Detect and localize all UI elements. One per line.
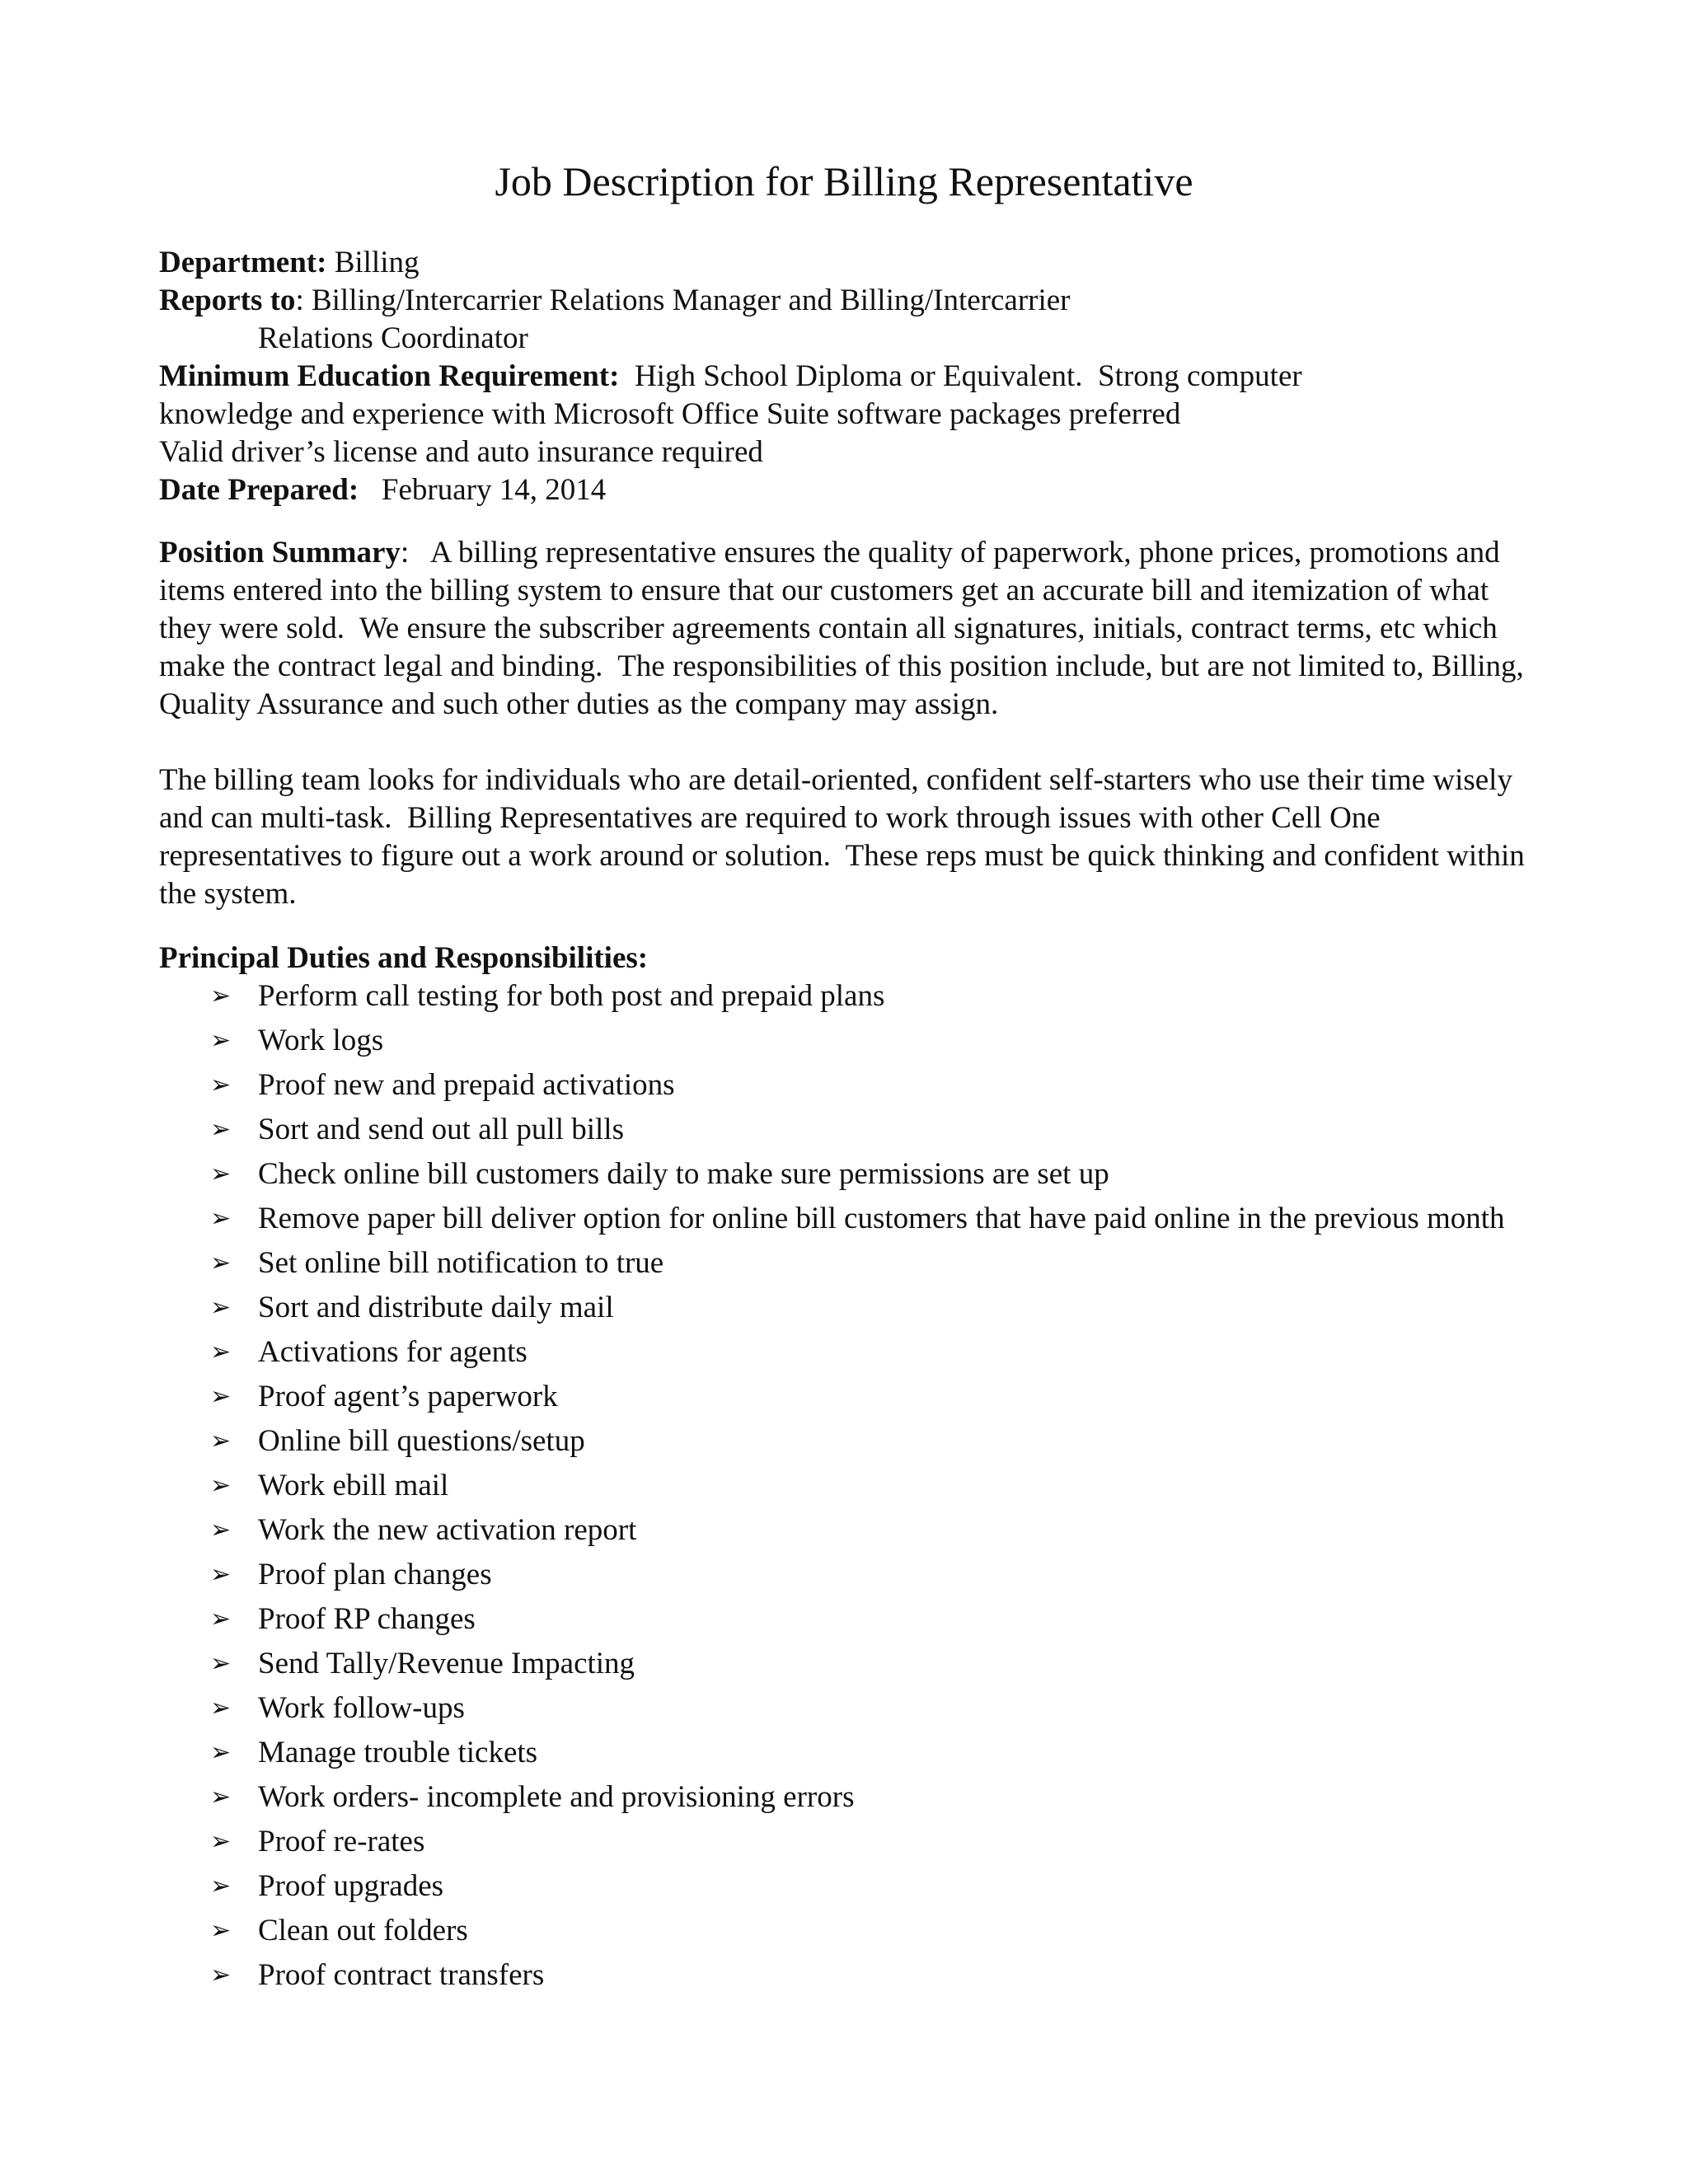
arrow-bullet-icon: ➢ [210, 1160, 232, 1188]
arrow-bullet-icon: ➢ [210, 1560, 232, 1589]
department-value: Billing [326, 246, 420, 279]
reports-to-continuation: Relations Coordinator [258, 321, 528, 355]
position-summary-text: : A billing representative ensures the quality of paperwork, phone prices, promotions and items entered into the billing system to ensure that our customers get an accurate bill and itemization of what they were sold. We ensure the subscriber agreements contain all signatures, initials, contract terms, etc which make the contract legal and binding. The responsibilities of this position include, but are not limited to, Billing, Quality Assurance and such other duties as the company may assign. [159, 536, 1532, 721]
arrow-bullet-icon: ➢ [210, 1026, 232, 1055]
arrow-bullet-icon: ➢ [210, 1249, 232, 1277]
arrow-bullet-icon: ➢ [210, 1382, 232, 1411]
duty-item [159, 1734, 1527, 1775]
duty-item [159, 1289, 1527, 1330]
document-body [159, 244, 1533, 2001]
arrow-bullet-icon: ➢ [210, 1338, 232, 1366]
duty-text: Proof plan changes [258, 1558, 492, 1591]
duty-text: Work ebill mail [258, 1469, 449, 1502]
duty-item [159, 977, 1527, 1019]
duty-text: Work logs [258, 1024, 384, 1057]
duty-text: Clean out folders [258, 1914, 468, 1947]
arrow-bullet-icon: ➢ [210, 1516, 232, 1544]
arrow-bullet-icon: ➢ [210, 1427, 232, 1455]
duty-text: Remove paper bill deliver option for online bill customers that have paid online in the previous month [258, 1202, 1505, 1235]
duty-text: Work orders- incomplete and provisioning errors [258, 1780, 855, 1814]
duty-text: Activations for agents [258, 1335, 528, 1369]
arrow-bullet-icon: ➢ [210, 1738, 232, 1767]
duty-item [159, 1868, 1527, 1909]
duty-text: Set online bill notification to true [258, 1246, 664, 1280]
department-label: Department: [159, 246, 327, 279]
duty-item [159, 1823, 1527, 1864]
duty-item [159, 1467, 1527, 1508]
arrow-bullet-icon: ➢ [210, 1694, 232, 1722]
duty-item [159, 1111, 1527, 1152]
duties-heading: Principal Duties and Responsibilities: [159, 941, 649, 975]
duty-item [159, 1511, 1527, 1553]
arrow-bullet-icon: ➢ [210, 982, 232, 1010]
reports-to-value: : Billing/Intercarrier Relations Manager and Billing/Intercarrier [295, 284, 1071, 317]
duty-text: Work the new activation report [258, 1513, 637, 1547]
duty-item [159, 1022, 1527, 1063]
position-summary-label: Position Summary [159, 536, 401, 569]
duty-item [159, 1556, 1527, 1597]
duty-item [159, 1244, 1527, 1286]
duty-item [159, 1200, 1527, 1241]
license-line: Valid driver’s license and auto insurance required [159, 435, 763, 469]
duty-text: Proof RP changes [258, 1602, 476, 1636]
reports-to-label: Reports to [159, 284, 296, 317]
document-title: Job Description for Billing Representative [495, 158, 1193, 204]
duty-item [159, 1690, 1527, 1731]
duty-text: Sort and distribute daily mail [258, 1291, 614, 1324]
education-line-2: knowledge and experience with Microsoft Office Suite software packages preferred [159, 397, 1181, 431]
arrow-bullet-icon: ➢ [210, 1916, 232, 1945]
duty-text: Proof re-rates [258, 1825, 425, 1858]
duty-item [159, 1066, 1527, 1108]
duty-item [159, 1422, 1527, 1464]
duty-item [159, 1912, 1527, 1953]
duty-item [159, 1378, 1527, 1419]
duty-item [159, 1333, 1527, 1375]
duty-item [159, 1645, 1527, 1686]
date-prepared-value: February 14, 2014 [359, 473, 607, 507]
reports-to-line [159, 282, 1527, 320]
arrow-bullet-icon: ➢ [210, 1649, 232, 1678]
date-prepared-label: Date Prepared: [159, 473, 359, 507]
duty-text: Manage trouble tickets [258, 1736, 538, 1769]
duty-item [159, 1779, 1527, 1820]
arrow-bullet-icon: ➢ [210, 1783, 232, 1811]
arrow-bullet-icon: ➢ [210, 1115, 232, 1144]
duty-text: Sort and send out all pull bills [258, 1113, 624, 1146]
education-value: High School Diploma or Equivalent. Strong computer [619, 359, 1302, 393]
arrow-bullet-icon: ➢ [210, 1204, 232, 1233]
duty-text: Proof new and prepaid activations [258, 1068, 675, 1102]
duty-text: Proof agent’s paperwork [258, 1380, 558, 1413]
department-line [159, 244, 1527, 282]
duty-text: Check online bill customers daily to make sure permissions are set up [258, 1157, 1109, 1191]
duty-text: Online bill questions/setup [258, 1424, 585, 1458]
duty-text: Work follow-ups [258, 1691, 465, 1725]
duty-item [159, 1957, 1527, 1998]
arrow-bullet-icon: ➢ [210, 1605, 232, 1633]
arrow-bullet-icon: ➢ [210, 1071, 232, 1099]
arrow-bullet-icon: ➢ [210, 1471, 232, 1500]
education-label: Minimum Education Requirement: [159, 359, 620, 393]
duty-text: Proof contract transfers [258, 1958, 545, 1992]
duty-text: Proof upgrades [258, 1869, 444, 1903]
duty-text: Send Tally/Revenue Impacting [258, 1647, 635, 1680]
arrow-bullet-icon: ➢ [210, 1827, 232, 1856]
position-summary [159, 534, 1532, 724]
duty-item [159, 1155, 1527, 1197]
arrow-bullet-icon: ➢ [210, 1961, 232, 1990]
arrow-bullet-icon: ➢ [210, 1872, 232, 1900]
date-prepared-line [159, 471, 1527, 509]
duty-item [159, 1601, 1527, 1642]
team-description: The billing team looks for individuals who are detail-oriented, confident self-starters who use their time wisely and can multi-task. Billing Representatives are required to work through issues with other Cell One representatives to figure out a work around or solution. These reps must be quick thinking and confident within the system. [159, 763, 1533, 911]
arrow-bullet-icon: ➢ [210, 1293, 232, 1322]
duty-text: Perform call testing for both post and prepaid plans [258, 979, 885, 1013]
duties-list [159, 977, 1527, 1998]
education-line [159, 358, 1527, 396]
